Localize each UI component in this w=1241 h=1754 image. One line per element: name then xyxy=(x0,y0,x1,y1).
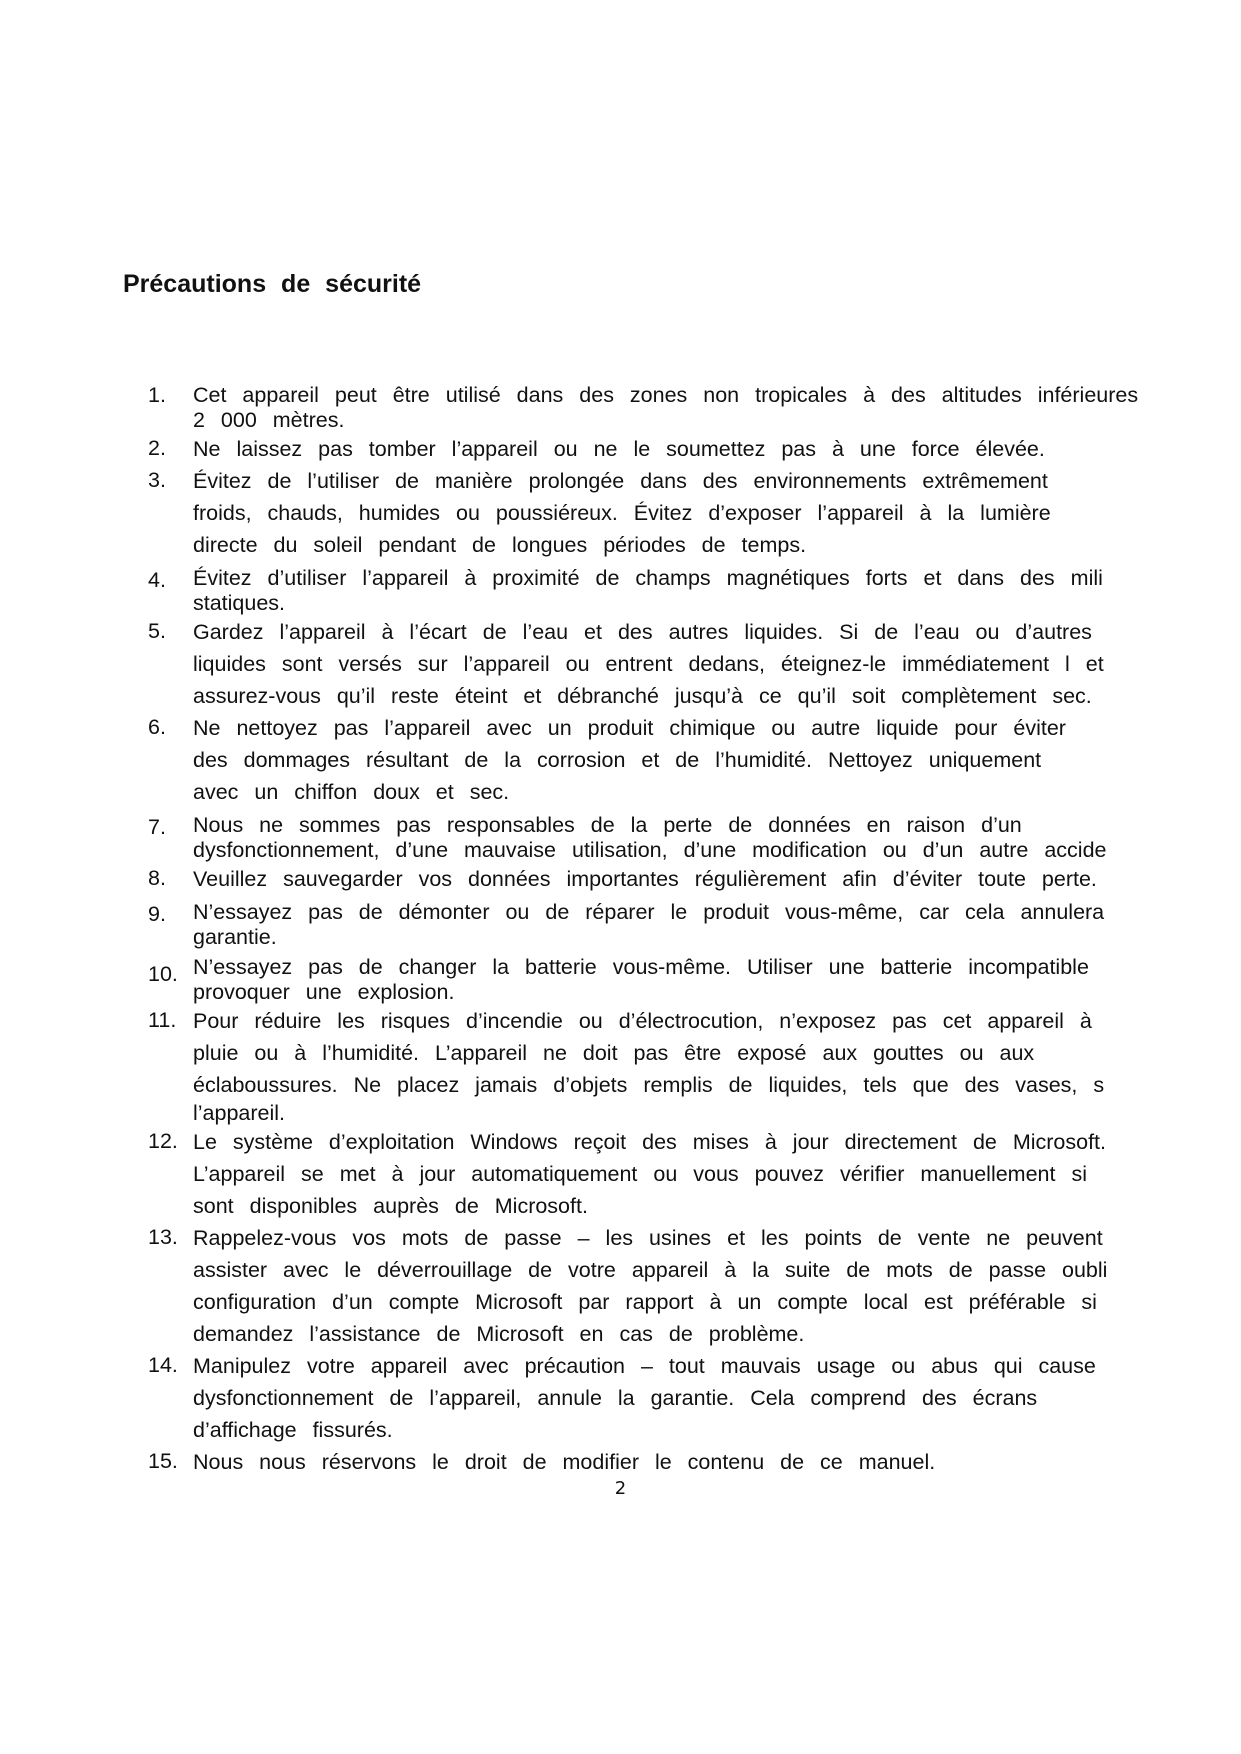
item-text-line: Le système d’exploitation Windows reçoit des mises à jour directement de Microsoft. xyxy=(193,1130,1107,1154)
item-number: 7. xyxy=(148,815,166,839)
item-number: 12. xyxy=(148,1129,178,1153)
precaution-item-14 xyxy=(148,1350,1241,1446)
item-text-line: dysfonctionnement de l’appareil, annule la garantie. Cela comprend des écrans xyxy=(193,1386,1038,1410)
item-text-line: N’essayez pas de démonter ou de réparer le produit vous-même, car cela annulera xyxy=(193,900,1105,924)
precaution-item-2 xyxy=(148,433,1241,465)
item-text-line: Ne laissez pas tomber l’appareil ou ne le soumettez pas à une force élevée. xyxy=(193,437,1045,461)
item-text-line: Veuillez sauvegarder vos données importantes régulièrement afin d’éviter toute perte. xyxy=(193,867,1097,891)
item-text-line: des dommages résultant de la corrosion et de l’humidité. Nettoyez uniquement xyxy=(193,748,1042,772)
item-text-line: Pour réduire les risques d’incendie ou d’électrocution, n’exposez pas cet appareil à xyxy=(193,1009,1092,1033)
item-number: 2. xyxy=(148,436,166,460)
item-text-line: Nous ne sommes pas responsables de la perte de données en raison d’un xyxy=(193,813,1022,837)
item-number: 3. xyxy=(148,468,166,492)
precaution-item-1 xyxy=(148,383,1241,433)
item-text-line: sont disponibles auprès de Microsoft. xyxy=(193,1194,588,1218)
page-title: Précautions de sécurité xyxy=(123,270,422,298)
item-text-line: 2 000 mètres. xyxy=(193,408,345,432)
item-text-line: Manipulez votre appareil avec précaution – tout mauvais usage ou abus qui cause xyxy=(193,1354,1096,1378)
item-text-line: avec un chiffon doux et sec. xyxy=(193,780,510,804)
item-text-line: directe du soleil pendant de longues périodes de temps. xyxy=(193,533,807,557)
precaution-item-15 xyxy=(148,1446,1241,1478)
item-text-line: dysfonctionnement, d’une mauvaise utilisation, d’une modification ou d’un autre accide xyxy=(193,838,1107,862)
item-text-line: L’appareil se met à jour automatiquement ou vous pouvez vérifier manuellement si xyxy=(193,1162,1087,1186)
item-text-line: d’affichage fissurés. xyxy=(193,1418,393,1442)
precautions-list xyxy=(148,383,1241,1478)
item-number: 15. xyxy=(148,1449,178,1473)
item-text-line: configuration d’un compte Microsoft par rapport à un compte local est préférable si xyxy=(193,1290,1097,1314)
item-text-line: Gardez l’appareil à l’écart de l’eau et des autres liquides. Si de l’eau ou d’autres xyxy=(193,620,1092,644)
item-text-line: statiques. xyxy=(193,591,286,615)
item-number: 8. xyxy=(148,866,166,890)
item-number: 4. xyxy=(148,568,166,592)
item-number: 1. xyxy=(148,383,166,407)
precaution-item-10 xyxy=(148,955,1241,1005)
precaution-item-11 xyxy=(148,1005,1241,1126)
item-text-line: Évitez d’utiliser l’appareil à proximité de champs magnétiques forts et dans des mili xyxy=(193,566,1103,590)
item-number: 11. xyxy=(148,1008,177,1032)
item-text-line: Rappelez-vous vos mots de passe – les usines et les points de vente ne peuvent xyxy=(193,1226,1103,1250)
item-text-line: demandez l’assistance de Microsoft en cas de problème. xyxy=(193,1322,805,1346)
precaution-item-13 xyxy=(148,1222,1241,1350)
item-number: 13. xyxy=(148,1225,178,1249)
precaution-item-5 xyxy=(148,616,1241,712)
item-text-line: l’appareil. xyxy=(193,1101,286,1125)
item-number: 10. xyxy=(148,962,178,986)
precaution-item-12 xyxy=(148,1126,1241,1222)
item-text-line: assurez-vous qu’il reste éteint et débranché jusqu’à ce qu’il soit complètement sec. xyxy=(193,684,1092,708)
item-text-line: pluie ou à l’humidité. L’appareil ne doit pas être exposé aux gouttes ou aux xyxy=(193,1041,1035,1065)
page-number: 2 xyxy=(614,1478,627,1499)
item-text-line: provoquer une explosion. xyxy=(193,980,455,1004)
precaution-item-8 xyxy=(148,863,1241,895)
precaution-item-3 xyxy=(148,465,1241,561)
precaution-item-9 xyxy=(148,900,1241,950)
item-number: 9. xyxy=(148,902,166,926)
precaution-item-6 xyxy=(148,712,1241,808)
item-number: 6. xyxy=(148,715,166,739)
item-text-line: N’essayez pas de changer la batterie vous-même. Utiliser une batterie incompatible xyxy=(193,955,1089,979)
item-text-line: Évitez de l’utiliser de manière prolongée dans des environnements extrêmement xyxy=(193,469,1048,493)
item-text-line: Cet appareil peut être utilisé dans des zones non tropicales à des altitudes inférieures xyxy=(193,383,1139,407)
item-number: 14. xyxy=(148,1353,178,1377)
item-text-line: garantie. xyxy=(193,925,277,949)
item-text-line: éclaboussures. Ne placez jamais d’objets remplis de liquides, tels que des vases, s xyxy=(193,1073,1105,1097)
item-text-line: Nous nous réservons le droit de modifier le contenu de ce manuel. xyxy=(193,1450,936,1474)
precaution-item-7 xyxy=(148,813,1241,863)
item-text-line: Ne nettoyez pas l’appareil avec un produit chimique ou autre liquide pour éviter xyxy=(193,716,1066,740)
item-text-line: froids, chauds, humides ou poussiéreux. Évitez d’exposer l’appareil à la lumière xyxy=(193,501,1051,525)
item-text-line: assister avec le déverrouillage de votre appareil à la suite de mots de passe oubli xyxy=(193,1258,1108,1282)
precaution-item-4 xyxy=(148,566,1241,616)
item-number: 5. xyxy=(148,619,166,643)
item-text-line: liquides sont versés sur l’appareil ou entrent dedans, éteignez-le immédiatement l et xyxy=(193,652,1104,676)
